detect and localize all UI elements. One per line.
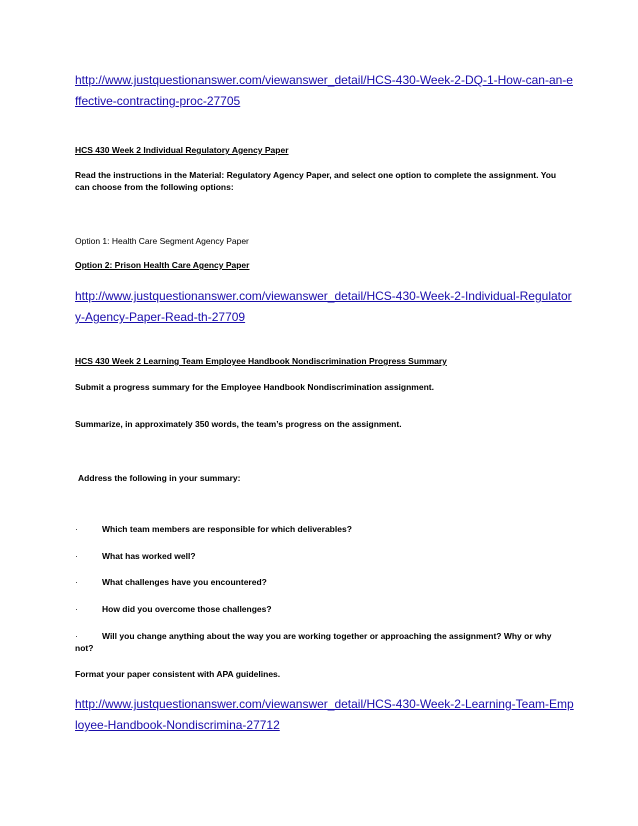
- summarize-instruction: Summarize, in approximately 350 words, the team’s progress on the assignment.: [75, 419, 402, 429]
- bullet-text: Which team members are responsible for which deliverables?: [102, 524, 352, 534]
- bullet-marker: ·: [75, 577, 78, 587]
- address-instruction: Address the following in your summary:: [78, 473, 241, 483]
- answer-link-dq1[interactable]: http://www.justquestionanswer.com/viewanswer_detail/HCS-430-Week-2-DQ-1-How-can-an-effective-contracting-proc-27705: [75, 73, 573, 108]
- bullet-item-5: [75, 630, 565, 654]
- bullet-marker: ·: [75, 524, 78, 534]
- bullet-item-2: [75, 550, 565, 562]
- answer-link-regulatory-agency-paper[interactable]: http://www.justquestionanswer.com/viewanswer_detail/HCS-430-Week-2-Individual-Regulatory-Agency-Paper-Read-th-27709: [75, 289, 572, 324]
- option-2-text: Option 2: Prison Health Care Agency Paper: [75, 260, 250, 270]
- bullet-marker: ·: [75, 551, 78, 561]
- bullet-item-4: [75, 603, 565, 615]
- submit-instruction: Submit a progress summary for the Employee Handbook Nondiscrimination assignment.: [75, 382, 434, 392]
- bullet-item-1: [75, 523, 565, 535]
- bullet-marker: ·: [75, 631, 78, 641]
- bullet-text: How did you overcome those challenges?: [102, 604, 272, 614]
- bullet-text: What has worked well?: [102, 551, 196, 561]
- bullet-marker: ·: [75, 604, 78, 614]
- format-instruction: Format your paper consistent with APA guidelines.: [75, 669, 281, 679]
- option-1-text: Option 1: Health Care Segment Agency Paper: [75, 236, 249, 246]
- bullet-item-3: [75, 576, 565, 588]
- section-heading-regulatory-agency-paper: HCS 430 Week 2 Individual Regulatory Agency Paper: [75, 145, 289, 155]
- answer-link-learning-team-handbook[interactable]: http://www.justquestionanswer.com/viewanswer_detail/HCS-430-Week-2-Learning-Team-Employee-Handbook-Nondiscrimina-27712: [75, 697, 574, 732]
- bullet-text: What challenges have you encountered?: [102, 577, 267, 587]
- bullet-text: Will you change anything about the way you are working together or approaching the assignment? Why or why not?: [75, 631, 552, 653]
- instructions-regulatory-agency-paper: Read the instructions in the Material: Regulatory Agency Paper, and select one option to complete the assignment. You can choose from the following options:: [75, 170, 557, 192]
- section-heading-learning-team-handbook: HCS 430 Week 2 Learning Team Employee Handbook Nondiscrimination Progress Summary: [75, 356, 447, 366]
